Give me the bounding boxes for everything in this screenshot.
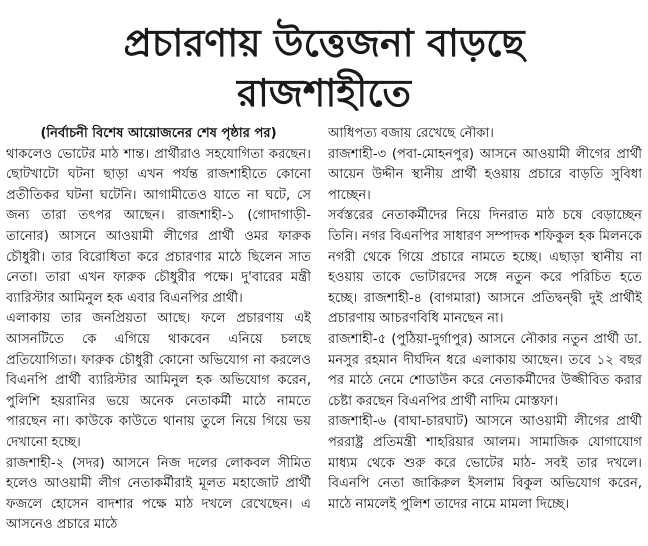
paragraph: রাজশাহী-৫ (পুঠিয়া-দুর্গাপুর) আসনে নৌকার নতুন প্রার্থী ডা. মনসুর রহমান দীর্ঘদিন ধরে এলাকায় আছেন। তবে ১২ বছর পর মাঠে নেমে শোডাউন করে নেতাকর্মীদের উজ্জীবিত করার চেষ্টা করছেন বিএনপির প্রার্থী নাদিম মোস্তফা। (328, 331, 642, 409)
paragraph: রাজশাহী-২ (সদর) আসনে নিজ দলের লোকবল সীমিত হলেও আওয়ামী লীগ নেতাকর্মীরাই মূলত মহাজোট প্রার্থী ফজলে হোসেন বাদশার পক্ষে মাঠ দখলে রেখেছেন। এ আসনেও প্রচারে মাঠে (6, 455, 311, 533)
paragraph: সর্বস্তরের নেতাকর্মীদের নিয়ে দিনরাত মাঠ চষে বেড়াচ্ছেন তিনি। নগর বিএনপির সাধারণ সম্পাদক শফিকুল হক মিলনকে নগরী থেকে গিয়ে প্রচারে নামতে হচ্ছে। এছাড়া স্থানীয় না হওয়ায় তাকে ভোটারদের সঙ্গে নতুন করে পরিচিত হতে হচ্ছে। রাজশাহী-৪ (বাগমারা) আসনে প্রতিদ্বন্দ্বী দুই প্রার্থীই প্রচারণায় আচরণবিধি মানছেন না। (328, 208, 642, 327)
paragraph: রাজশাহী-৬ (বাঘা-চারঘাট) আসনে আওয়ামী লীগের প্রার্থী পররাষ্ট্র প্রতিমন্ত্রী শাহরিয়ার আলম। সামাজিক যোগাযোগ মাধ্যম থেকে শুরু করে ভোটের মাঠ- সবই তার দখলে। বিএনপি নেতা জাকিরুল ইসলাম বিকুল অভিযোগ করেন, মাঠে নামলেই পুলিশ তাদের নামে মামলা দিচ্ছে। (328, 414, 642, 512)
paragraph: রাজশাহী-৩ (পবা-মোহনপুর) আসনে আওয়ামী লীগের প্রার্থী আয়েন উদ্দীন স্থানীয় প্রার্থী হওয়ায় প্রচারে বাড়তি সুবিধা পাচ্ছেন। (328, 146, 642, 203)
paragraph: আধিপত্য বজায় রেখেছে নৌকা। (328, 126, 494, 141)
right-column (328, 124, 642, 546)
left-column (6, 124, 311, 546)
headline (0, 18, 648, 118)
headline-line-1: প্রচারণায় উত্তেজনা বাড়ছে (123, 21, 525, 65)
headline-line-2: রাজশাহীতে (236, 71, 412, 115)
paragraph: এলাকায় তার জনপ্রিয়তা আছে। ফলে প্রচারণায় এই আসনটিতে কে এগিয়ে থাকবেন এনিয়ে চলছে প্রতিযোগিতা। ফারুক চৌধুরী কোনো অভিযোগ না করলেও বিএনপি প্রার্থী ব্যারিস্টার আমিনুল হক অভিযোগ করেন, পুলিশি হয়রানির ভয়ে অনেক নেতাকর্মী মাঠে নামতে পারছেন না। কাউকে কাউতে থানায় তুলে নিয়ে গিয়ে ভয় দেখানো হচ্ছে। (6, 311, 311, 450)
paragraph: থাকলেও ভোটের মাঠ শান্ত। প্রার্থীরাও সহযোগিতা করছেন। ছোটখাটো ঘটনা ছাড়া এখন পর্যন্ত রাজশাহীতে কোনো প্রতীতিকর ঘটনা ঘটেনি। আগামীতেও যাতে না ঘটে, সে জন্য তারা তৎপর আছেন। রাজশাহী-১ (গোদাগাড়ী-তানোর) আসনে আওয়ামী লীগের প্রার্থী ওমর ফারুক চৌধুরী। তার বিরোধিতা করে প্রচারণার মাঠে ছিলেন সাত নেতা। তারা এখন ফারুক চৌধুরীর পক্ষে। দু'বারের মন্ত্রী ব্যারিস্টার আমিনুল হক এবার বিএনপির প্রার্থী। (6, 146, 311, 306)
continuation-lead: (নির্বাচনী বিশেষ আয়োজনের শেষ পৃষ্ঠার পর) (40, 126, 277, 141)
